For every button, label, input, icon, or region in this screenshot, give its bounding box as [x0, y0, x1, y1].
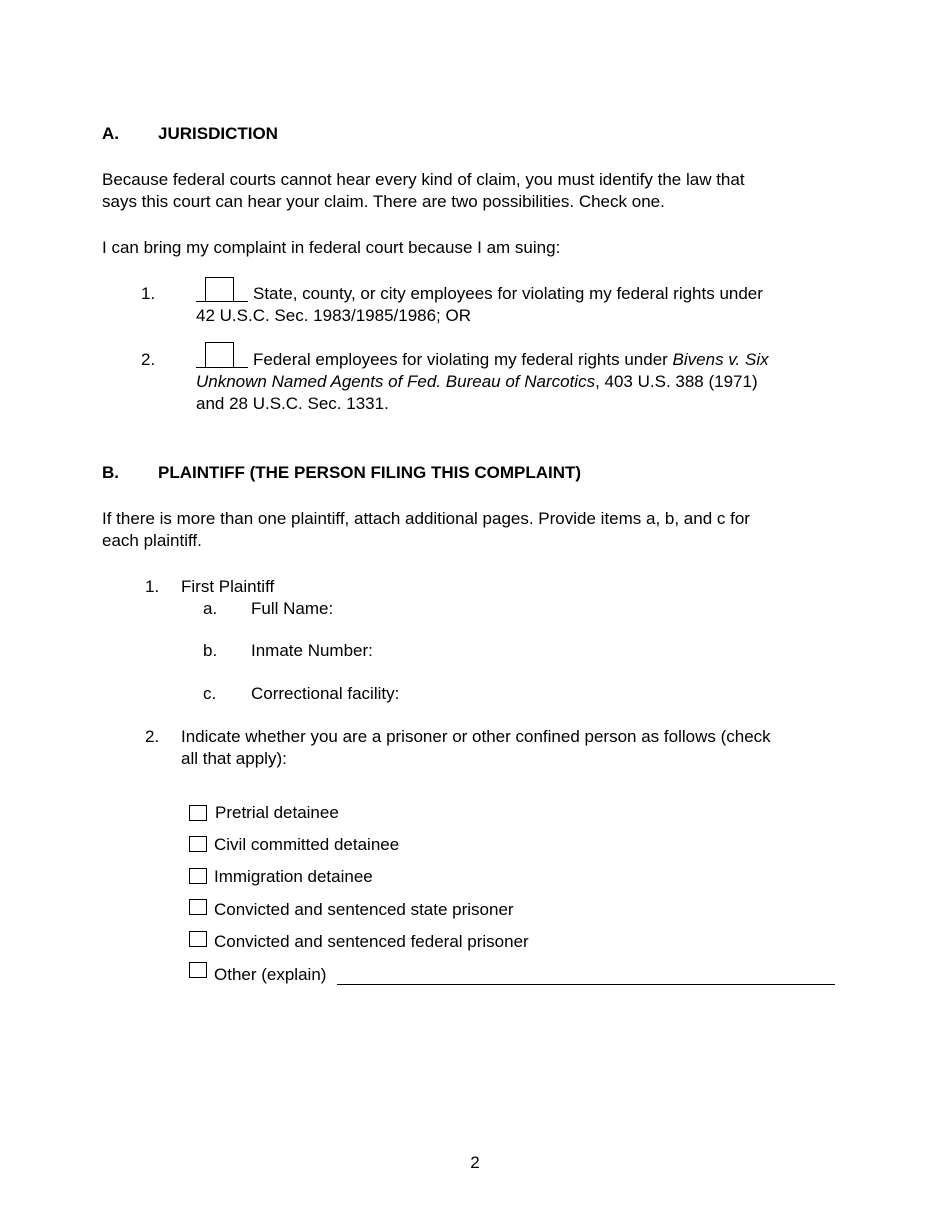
section-a-intro-line1: Because federal courts cannot hear every kind of claim, you must identify the law that: [102, 170, 745, 189]
other-checkbox[interactable]: [189, 962, 207, 978]
section-b-letter: B.: [102, 463, 119, 482]
item-2-number: 2.: [145, 727, 160, 746]
option-1-number: 1.: [141, 284, 156, 303]
inmate-number-field[interactable]: Inmate Number:: [251, 641, 373, 660]
page-number: 2: [470, 1153, 480, 1172]
other-label: Other (explain): [214, 965, 327, 984]
field-c-letter: c.: [203, 684, 217, 703]
option-2-line3: and 28 U.S.C. Sec. 1331.: [196, 394, 389, 413]
item-2-line1: Indicate whether you are a prisoner or other confined person as follows (check: [181, 727, 771, 746]
civil-committed-checkbox[interactable]: [189, 836, 207, 852]
section-b-intro-line2: each plaintiff.: [102, 531, 202, 550]
item-1-label: First Plaintiff: [181, 577, 275, 596]
pretrial-detainee-checkbox[interactable]: [189, 805, 207, 821]
section-b-intro-line1: If there is more than one plaintiff, attach additional pages. Provide items a, b, and c for: [102, 509, 750, 528]
item-2-line2: all that apply):: [181, 749, 287, 768]
pretrial-detainee-label: Pretrial detainee: [215, 803, 339, 822]
bivens-case-name: Bivens v. Six: [672, 350, 769, 369]
field-b-letter: b.: [203, 641, 218, 660]
federal-prisoner-label: Convicted and sentenced federal prisoner: [214, 932, 529, 951]
section-b-heading: PLAINTIFF (THE PERSON FILING THIS COMPLAINT): [158, 463, 582, 482]
correctional-facility-field[interactable]: Correctional facility:: [251, 684, 400, 703]
other-explain-line[interactable]: [337, 984, 835, 985]
option-1-line2: 42 U.S.C. Sec. 1983/1985/1986; OR: [196, 306, 472, 325]
option-2-line2: [196, 371, 758, 393]
section-a-heading: JURISDICTION: [158, 124, 278, 143]
civil-committed-label: Civil committed detainee: [214, 835, 400, 854]
section-a-intro-line2: says this court can hear your claim. There are two possibilities. Check one.: [102, 192, 665, 211]
state-prisoner-checkbox[interactable]: [189, 899, 207, 915]
field-a-letter: a.: [203, 599, 218, 618]
immigration-detainee-checkbox[interactable]: [189, 868, 207, 884]
option-2-line1: [253, 349, 769, 371]
immigration-detainee-label: Immigration detainee: [214, 867, 373, 886]
option-2-citation: , 403 U.S. 388 (1971): [595, 372, 758, 391]
option-2-number: 2.: [141, 350, 156, 369]
option-1-line1: State, county, or city employees for violating my federal rights under: [253, 284, 763, 303]
full-name-field[interactable]: Full Name:: [251, 599, 334, 618]
federal-prisoner-checkbox[interactable]: [189, 931, 207, 947]
state-prisoner-label: Convicted and sentenced state prisoner: [214, 900, 514, 919]
option-2-line1-plain: Federal employees for violating my federal rights under: [253, 350, 673, 369]
section-a-letter: A.: [102, 124, 119, 143]
item-1-number: 1.: [145, 577, 160, 596]
bivens-case-name-cont: Unknown Named Agents of Fed. Bureau of Narcotics: [196, 372, 596, 391]
section-a-lead: I can bring my complaint in federal court because I am suing:: [102, 238, 561, 257]
